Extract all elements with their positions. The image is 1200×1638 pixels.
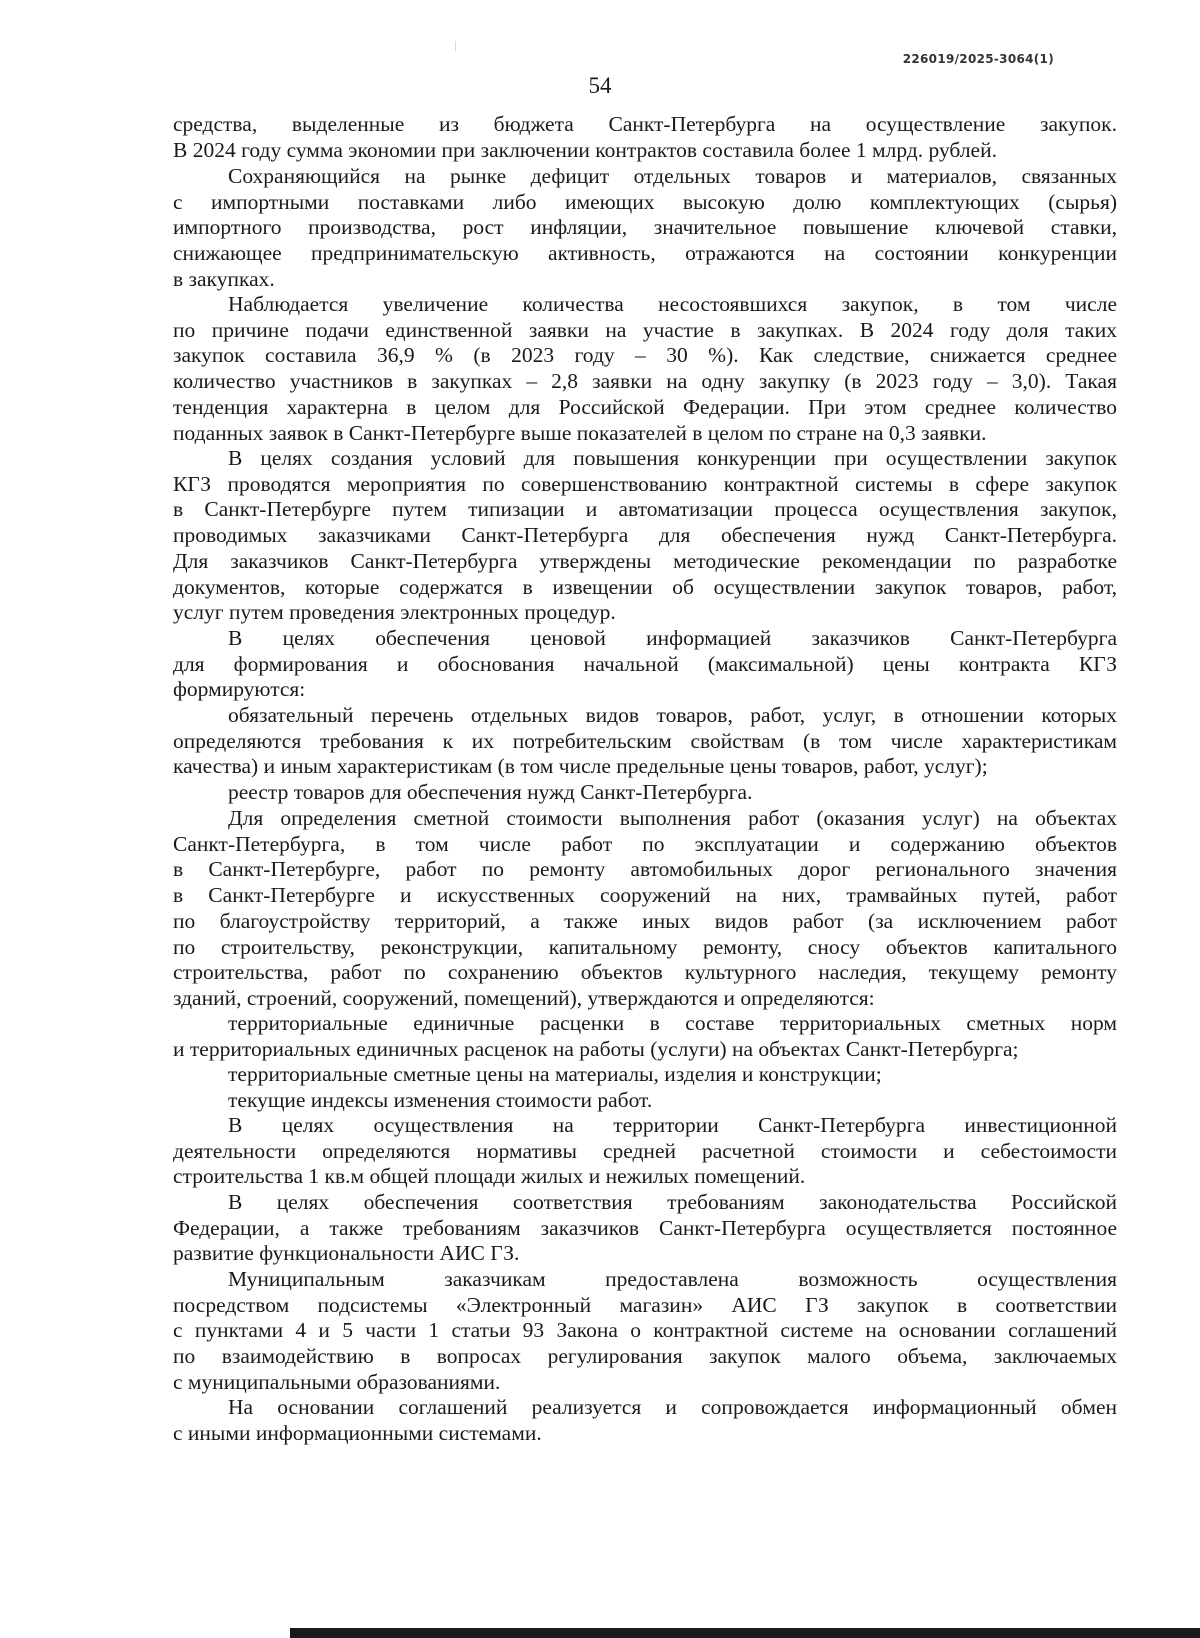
text-line: в Санкт-Петербурге и искусственных сооружений на них, трамвайных путей, работ <box>173 883 1117 908</box>
text-line: Наблюдается увеличение количества несостоявшихся закупок, в том числе <box>228 292 1117 316</box>
page-number: 54 <box>588 73 612 98</box>
text-line: в Санкт-Петербурге путем типизации и автоматизации процесса осуществления закупок, <box>173 497 1117 522</box>
text-line: в Санкт-Петербурге, работ по ремонту автомобильных дорог регионального значения <box>173 857 1117 882</box>
text-line: поданных заявок в Санкт-Петербурге выше показателей в целом по стране на 0,3 заявки. <box>173 420 987 445</box>
scan-edge <box>290 1628 1200 1638</box>
text-line: В целях осуществления на территории Санкт-Петербурга инвестиционной <box>228 1113 1117 1137</box>
document-number: 226019/2025-3064(1) <box>902 52 1054 66</box>
text-line: с муниципальными образованиями. <box>173 1369 501 1394</box>
text-line: В целях обеспечения соответствия требованиям законодательства Российской <box>228 1190 1117 1214</box>
text-line: для формирования и обоснования начальной (максимальной) цены контракта КГЗ <box>173 651 1117 676</box>
text-line: с иными информационными системами. <box>173 1420 542 1445</box>
text-line: На основании соглашений реализуется и сопровождается информационный обмен <box>228 1395 1117 1419</box>
text-line: Для определения сметной стоимости выполнения работ (оказания услуг) на объектах <box>228 806 1117 830</box>
text-line: формируются: <box>173 677 306 702</box>
text-line: по причине подачи единственной заявки на участие в закупках. В 2024 году доля таких <box>173 317 1117 342</box>
text-line: территориальные сметные цены на материалы, изделия и конструкции; <box>228 1062 882 1086</box>
text-line: обязательный перечень отдельных видов товаров, работ, услуг, в отношении которых <box>228 703 1117 727</box>
text-line: деятельности определяются нормативы средней расчетной стоимости и себестоимости <box>173 1138 1117 1163</box>
text-line: реестр товаров для обеспечения нужд Санкт-Петербурга. <box>228 780 753 804</box>
text-line: определяются требования к их потребительским свойствам (в том числе характеристикам <box>173 728 1117 753</box>
text-line: и территориальных единичных расценок на работы (услуги) на объектах Санкт-Петербурга; <box>173 1036 1019 1061</box>
text-line: зданий, строений, сооружений, помещений), утверждаются и определяются: <box>173 985 875 1010</box>
text-line: тенденция характерна в целом для Российской Федерации. При этом среднее количество <box>173 394 1117 419</box>
text-line: В целях создания условий для повышения конкуренции при осуществлении закупок <box>228 446 1117 470</box>
text-line: строительства 1 кв.м общей площади жилых и нежилых помещений. <box>173 1164 806 1189</box>
scan-mark <box>455 41 456 51</box>
text-line: в закупках. <box>173 266 275 291</box>
text-line: Муниципальным заказчикам предоставлена возможность осуществления <box>228 1267 1117 1291</box>
text-line: по благоустройству территорий, а также иных видов работ (за исключением работ <box>173 908 1117 933</box>
text-line: проводимых заказчиками Санкт-Петербурга для обеспечения нужд Санкт-Петербурга. <box>173 523 1117 548</box>
text-line: с пунктами 4 и 5 части 1 статьи 93 Закона о контрактной системе на основании соглашений <box>173 1318 1117 1343</box>
text-line: Санкт-Петербурга, в том числе работ по эксплуатации и содержанию объектов <box>173 831 1117 856</box>
text-line: строительства, работ по сохранению объектов культурного наследия, текущему ремонту <box>173 960 1117 985</box>
text-line: В 2024 году сумма экономии при заключении контрактов составила более 1 млрд. рублей. <box>173 137 997 162</box>
text-line: количество участников в закупках – 2,8 заявки на одну закупку (в 2023 году – 3,0). Такая <box>173 369 1117 394</box>
text-line: В целях обеспечения ценовой информацией заказчиков Санкт-Петербурга <box>228 626 1117 650</box>
text-line: развитие функциональности АИС ГЗ. <box>173 1241 520 1266</box>
text-line: текущие индексы изменения стоимости работ. <box>228 1088 653 1112</box>
text-line: КГЗ проводятся мероприятия по совершенствованию контрактной системы в сфере закупок <box>173 471 1117 496</box>
text-line: качества) и иным характеристикам (в том числе предельные цены товаров, работ, услуг); <box>173 754 988 779</box>
text-line: по строительству, реконструкции, капитальному ремонту, сносу объектов капитального <box>173 934 1117 959</box>
text-line: средства, выделенные из бюджета Санкт-Петербурга на осуществление закупок. <box>173 112 1117 136</box>
text-line: документов, которые содержатся в извещении об осуществлении закупок товаров, работ, <box>173 574 1117 599</box>
text-line: посредством подсистемы «Электронный магазин» АИС ГЗ закупок в соответствии <box>173 1292 1117 1317</box>
text-line: закупок составила 36,9 % (в 2023 году – 30 %). Как следствие, снижается среднее <box>173 343 1117 368</box>
text-line: с импортными поставками либо имеющих высокую долю комплектующих (сырья) <box>173 189 1117 214</box>
text-line: импортного производства, рост инфляции, значительное повышение ключевой ставки, <box>173 215 1117 240</box>
text-line: снижающее предпринимательскую активность, отражаются на состоянии конкуренции <box>173 241 1117 266</box>
text-line: Сохраняющийся на рынке дефицит отдельных товаров и материалов, связанных <box>228 164 1117 188</box>
text-line: Федерации, а также требованиям заказчиков Санкт-Петербурга осуществляется постоянное <box>173 1215 1117 1240</box>
text-line: услуг путем проведения электронных процедур. <box>173 600 616 625</box>
text-line: территориальные единичные расценки в составе территориальных сметных норм <box>228 1011 1117 1035</box>
text-line: Для заказчиков Санкт-Петербурга утверждены методические рекомендации по разработке <box>173 548 1117 573</box>
text-line: по взаимодействию в вопросах регулирования закупок малого объема, заключаемых <box>173 1344 1117 1369</box>
